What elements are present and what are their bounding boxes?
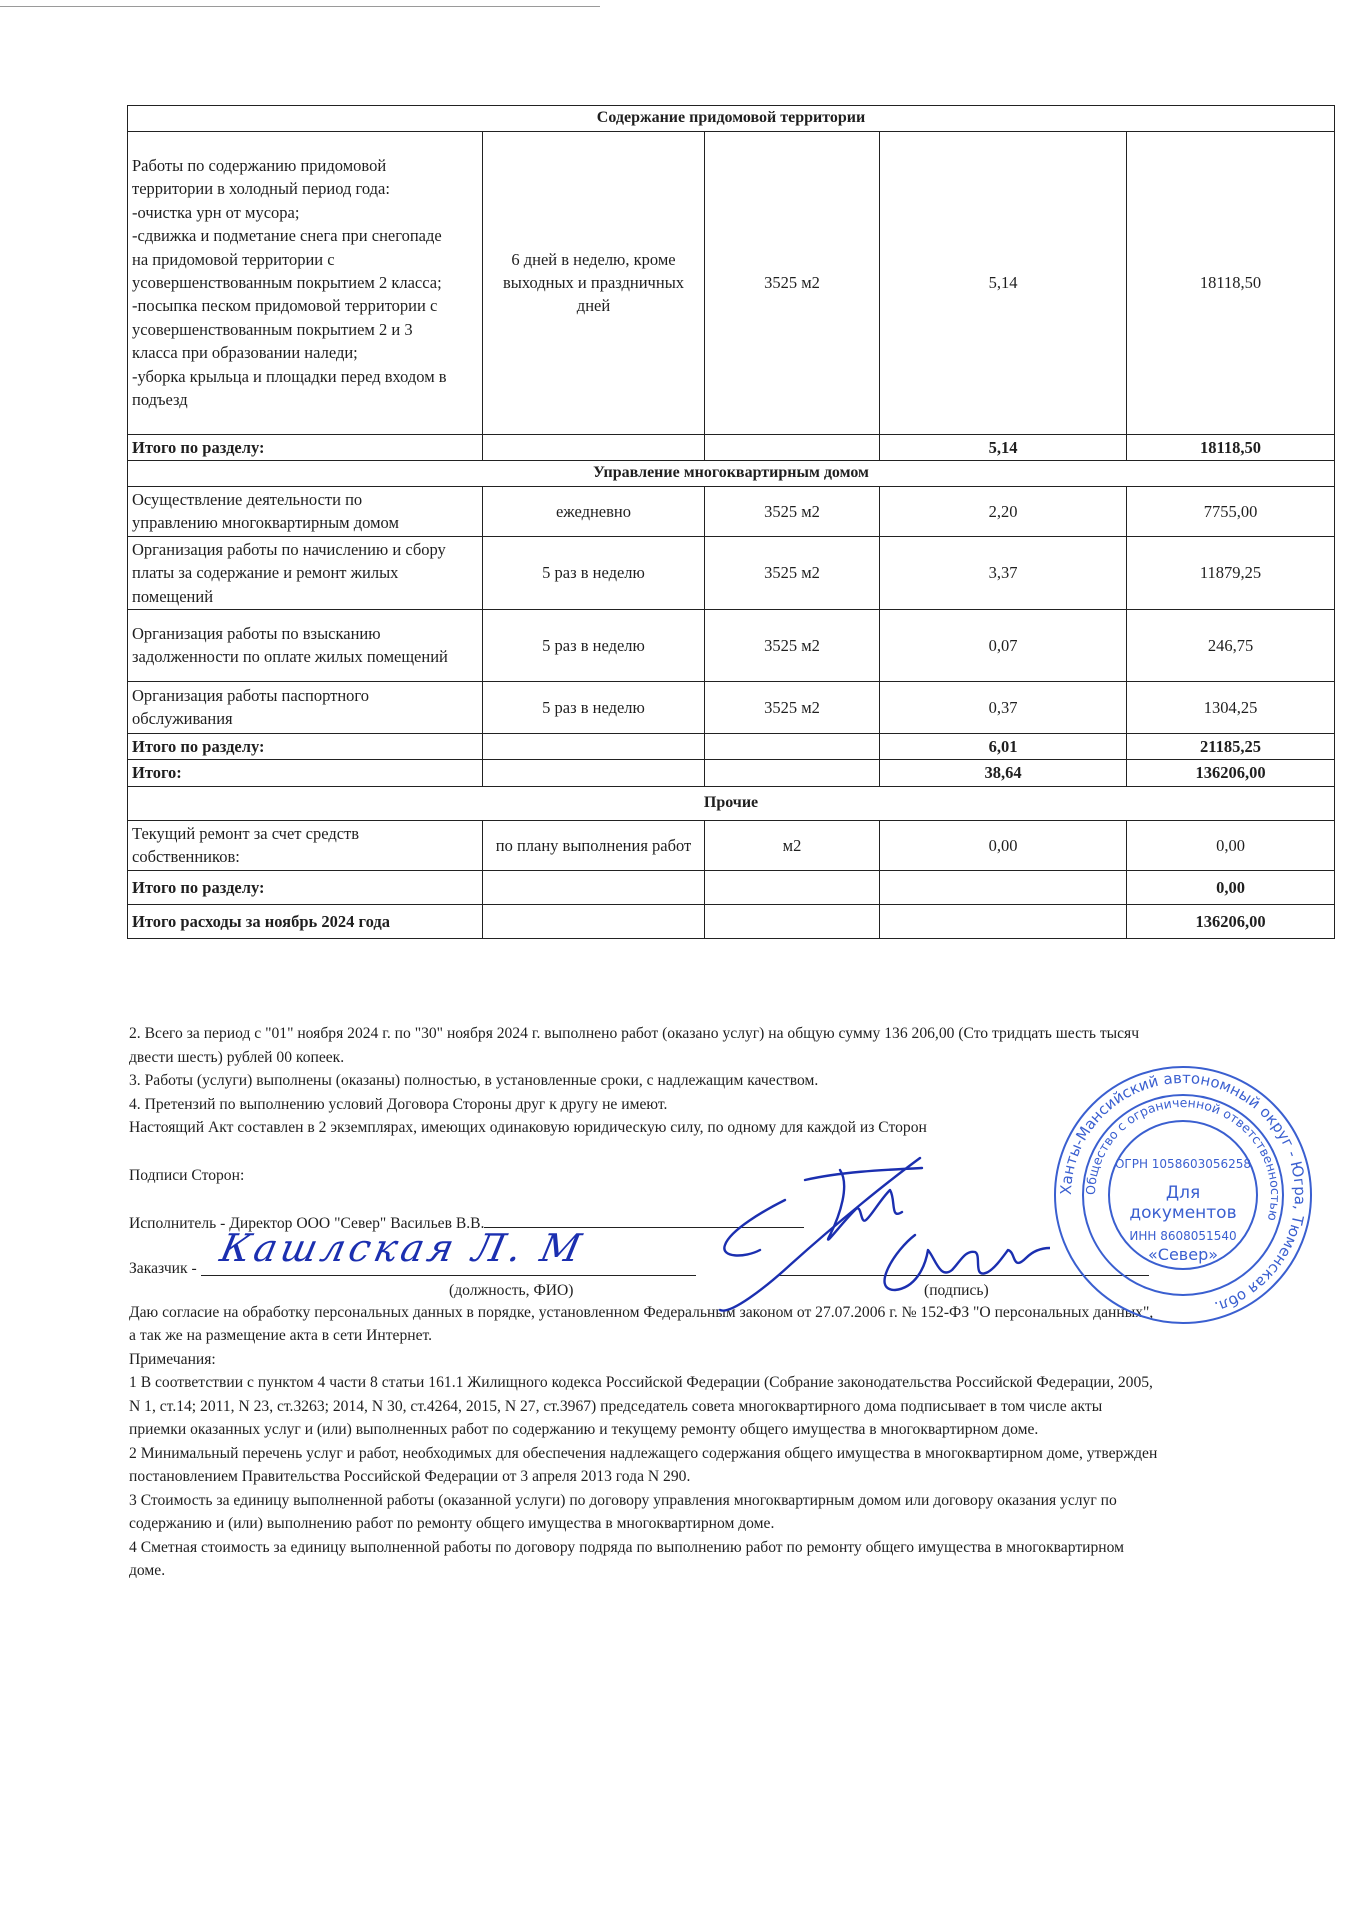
work-name-line: помещений [132, 586, 214, 606]
work-sum: 7755,00 [1127, 486, 1335, 536]
note-3 [129, 1489, 1329, 1536]
empty-cell [483, 434, 705, 460]
empty-cell [483, 904, 705, 938]
table-row [128, 609, 1335, 681]
work-rate: 0,07 [880, 609, 1127, 681]
scan-top-line [0, 6, 600, 7]
work-name-line: Текущий ремонт за счет средств [132, 823, 360, 843]
paragraph-copies: Настоящий Акт составлен в 2 экземплярах, имеющих одинаковую юридическую силу, по одному для каждой из Сторон [129, 1119, 927, 1136]
work-name-line: собственников: [132, 847, 240, 867]
work-name-line: платы за содержание и ремонт жилых [132, 563, 399, 583]
customer-name-line [201, 1275, 696, 1276]
work-name-line: управлению многоквартирным домом [132, 513, 399, 533]
paragraph-quality: 3. Работы (услуги) выполнены (оказаны) полностью, в установленные сроки, с надлежащим качеством. [129, 1072, 819, 1089]
note-4 [129, 1536, 1329, 1583]
table-row [128, 820, 1335, 870]
company-stamp [1048, 1060, 1318, 1330]
work-name [128, 820, 483, 870]
work-area: 3525 м2 [705, 536, 880, 609]
section-title: Управление многоквартирным домом [128, 461, 1335, 487]
section-header [128, 461, 1335, 487]
paragraph-no-claims: 4. Претензий по выполнению условий Договора Стороны друг к другу не имеют. [129, 1095, 668, 1113]
work-sum: 0,00 [1127, 820, 1335, 870]
empty-cell [483, 870, 705, 904]
work-frequency: 5 раз в неделю [483, 681, 705, 733]
paragraph-line: доме. [129, 1562, 166, 1579]
section-header [128, 106, 1335, 132]
work-name [128, 609, 483, 681]
stamp-center-line2: документов [1129, 1203, 1237, 1223]
work-name [128, 536, 483, 609]
work-area: 3525 м2 [705, 609, 880, 681]
signature-image [690, 1140, 1050, 1320]
total-rate: 6,01 [880, 733, 1127, 759]
grand-total-rate: 38,64 [880, 760, 1127, 786]
section-title: Содержание придомовой территории [128, 106, 1335, 132]
stamp-ring-text: Ханты-Мансийский автономный округ - Югра, Тюменская обл. [1056, 1068, 1310, 1317]
work-frequency: по плану выполнения работ [483, 820, 705, 870]
grand-total-label: Итого: [128, 760, 483, 786]
work-name-line: -сдвижка и подметание снега при снегопаде [132, 226, 442, 246]
work-rate: 0,00 [880, 820, 1127, 870]
work-name-line: Организация работы по взысканию [132, 624, 381, 644]
final-total-row [128, 904, 1335, 938]
work-area: 3525 м2 [705, 681, 880, 733]
empty-cell [483, 760, 705, 786]
empty-cell [880, 904, 1127, 938]
work-name-line: Организация работы по начислению и сбору [132, 539, 446, 559]
work-sum: 246,75 [1127, 609, 1335, 681]
paragraph-line: 2 Минимальный перечень услуг и работ, необходимых для обеспечения надлежащего содержания общего имущества в многоквартирном доме, утвержден [129, 1444, 1158, 1462]
work-name-line: на придомовой территории с [132, 249, 335, 269]
work-name-line: -уборка крыльца и площадки перед входом в [132, 366, 447, 386]
work-rate: 0,37 [880, 681, 1127, 733]
paragraph-line: N 1, ст.14; 2011, N 23, ст.3263; 2014, N 30, ст.4264, 2015, N 27, ст.3967) председатель совета многоквартирного дома подписывает в том числе акты [129, 1397, 1103, 1415]
work-name-line: усовершенствованным покрытием 2 класса; [132, 273, 442, 292]
caption-position: (должность, ФИО) [449, 1281, 574, 1299]
table-row [128, 486, 1335, 536]
total-label: Итого по разделу: [128, 434, 483, 460]
empty-cell [705, 434, 880, 460]
work-rate: 5,14 [880, 131, 1127, 434]
note-1 [129, 1371, 1329, 1442]
section-total-row [128, 870, 1335, 904]
section-title: Прочие [128, 786, 1335, 820]
grand-total-row [128, 760, 1335, 786]
paragraph-line: постановлением Правительства Российской Федерации от 3 апреля 2013 года N 290. [129, 1468, 691, 1485]
work-name [128, 486, 483, 536]
work-name [128, 131, 483, 434]
work-name-line: класса при образовании наледи; [132, 343, 358, 363]
table-row [128, 681, 1335, 733]
stamp-center-line1: Для [1165, 1183, 1201, 1203]
work-name-line: Работы по содержанию придомовой [132, 155, 387, 175]
work-name [128, 681, 483, 733]
total-label: Итого по разделу: [128, 870, 483, 904]
paragraph-line: приемки оказанных услуг и (или) выполненных работ по содержанию и текущему ремонту общего имущества в многоквартирном доме. [129, 1421, 1039, 1438]
work-area: 3525 м2 [705, 486, 880, 536]
signatures-title: Подписи Сторон: [129, 1166, 245, 1184]
stamp-inn: ИНН 8608051540 [1129, 1229, 1237, 1243]
work-name-line: Организация работы паспортного [132, 686, 370, 706]
work-sum: 11879,25 [1127, 536, 1335, 609]
frequency-line: 6 дней в неделю, кроме [511, 249, 676, 269]
frequency-line: выходных и праздничных [502, 273, 685, 292]
empty-cell [705, 760, 880, 786]
note-2 [129, 1442, 1329, 1489]
paragraph-line: а так же на размещение акта в сети Интернет. [129, 1327, 433, 1344]
total-sum: 21185,25 [1127, 733, 1335, 759]
section-total-row [128, 733, 1335, 759]
total-sum: 18118,50 [1127, 434, 1335, 460]
work-frequency: 5 раз в неделю [483, 536, 705, 609]
work-name-line: усовершенствованным покрытием 2 и 3 [132, 319, 413, 339]
work-rate: 3,37 [880, 536, 1127, 609]
final-total-sum: 136206,00 [1127, 904, 1335, 938]
section-header [128, 786, 1335, 820]
stamp-inner-ring-text: Общество с ограниченной ответственностью [1082, 1094, 1284, 1223]
paragraph-line: 4 Сметная стоимость за единицу выполненной работы по договору подряда по выполнению работ по ремонту общего имущества в многоквартирном [129, 1538, 1124, 1556]
paragraph-line: 3 Стоимость за единицу выполненной работы (оказанной услуги) по договору управления многоквартирным домом или договору оказания услуг по [129, 1491, 1117, 1509]
caption-signature: (подпись) [924, 1281, 989, 1299]
work-sum: 18118,50 [1127, 131, 1335, 434]
table-row [128, 131, 1335, 434]
empty-cell [483, 733, 705, 759]
work-name-line: подъезд [132, 390, 188, 410]
empty-cell [705, 733, 880, 759]
section-total-row [128, 434, 1335, 460]
work-sum: 1304,25 [1127, 681, 1335, 733]
executor-label: Исполнитель - Директор ООО "Север" Васильев В.В. [129, 1215, 485, 1232]
work-area: м2 [705, 820, 880, 870]
work-name-line: Осуществление деятельности по [132, 489, 363, 509]
paragraph-line: двести шесть) рублей 00 копеек. [129, 1048, 345, 1066]
paragraph-line: 2. Всего за период с "01" ноября 2024 г. по "30" ноября 2024 г. выполнено работ (оказано услуг) на общую сумму 136 206,00 (Сто тридцать шесть тысяч [129, 1025, 1140, 1042]
empty-cell [705, 904, 880, 938]
total-label: Итого по разделу: [128, 733, 483, 759]
empty-cell [705, 870, 880, 904]
notes-title: Примечания: [129, 1350, 216, 1368]
work-name-line: обслуживания [132, 709, 233, 729]
empty-cell [880, 870, 1127, 904]
customer-handwritten-name: Кашлская Л. М [216, 1225, 589, 1270]
grand-total-sum: 136206,00 [1127, 760, 1335, 786]
total-rate: 5,14 [880, 434, 1127, 460]
paragraph-line: Даю согласие на обработку персональных данных в порядке, установленном Федеральным законом от 27.07.2006 г. № 152-ФЗ "О персональных данных", [129, 1303, 1154, 1321]
stamp-ogrn: ОГРН 1058603056258 [1114, 1157, 1252, 1171]
customer-label: Заказчик - [129, 1259, 197, 1277]
frequency-line: дней [576, 296, 611, 316]
work-name-line: -посыпка песком придомовой территории с [132, 296, 438, 316]
works-table [127, 105, 1335, 939]
work-name-line: территории в холодный период года: [132, 179, 390, 199]
table-row [128, 536, 1335, 609]
work-frequency [483, 131, 705, 434]
work-rate: 2,20 [880, 486, 1127, 536]
work-area: 3525 м2 [705, 131, 880, 434]
work-frequency: ежедневно [483, 486, 705, 536]
work-name-line: -очистка урн от мусора; [132, 202, 300, 222]
final-total-label: Итого расходы за ноябрь 2024 года [128, 904, 483, 938]
total-sum: 0,00 [1127, 870, 1335, 904]
paragraph-line: содержанию и (или) выполнению работ по ремонту общего имущества в многоквартирном доме. [129, 1515, 775, 1532]
work-frequency: 5 раз в неделю [483, 609, 705, 681]
work-name-line: задолженности по оплате жилых помещений [132, 647, 448, 667]
paragraph-line: 1 В соответствии с пунктом 4 части 8 статьи 161.1 Жилищного кодекса Российской Федерации (Собрание законодательства Российской Федерации, 2005, [129, 1374, 1153, 1391]
stamp-name: «Север» [1147, 1245, 1219, 1264]
